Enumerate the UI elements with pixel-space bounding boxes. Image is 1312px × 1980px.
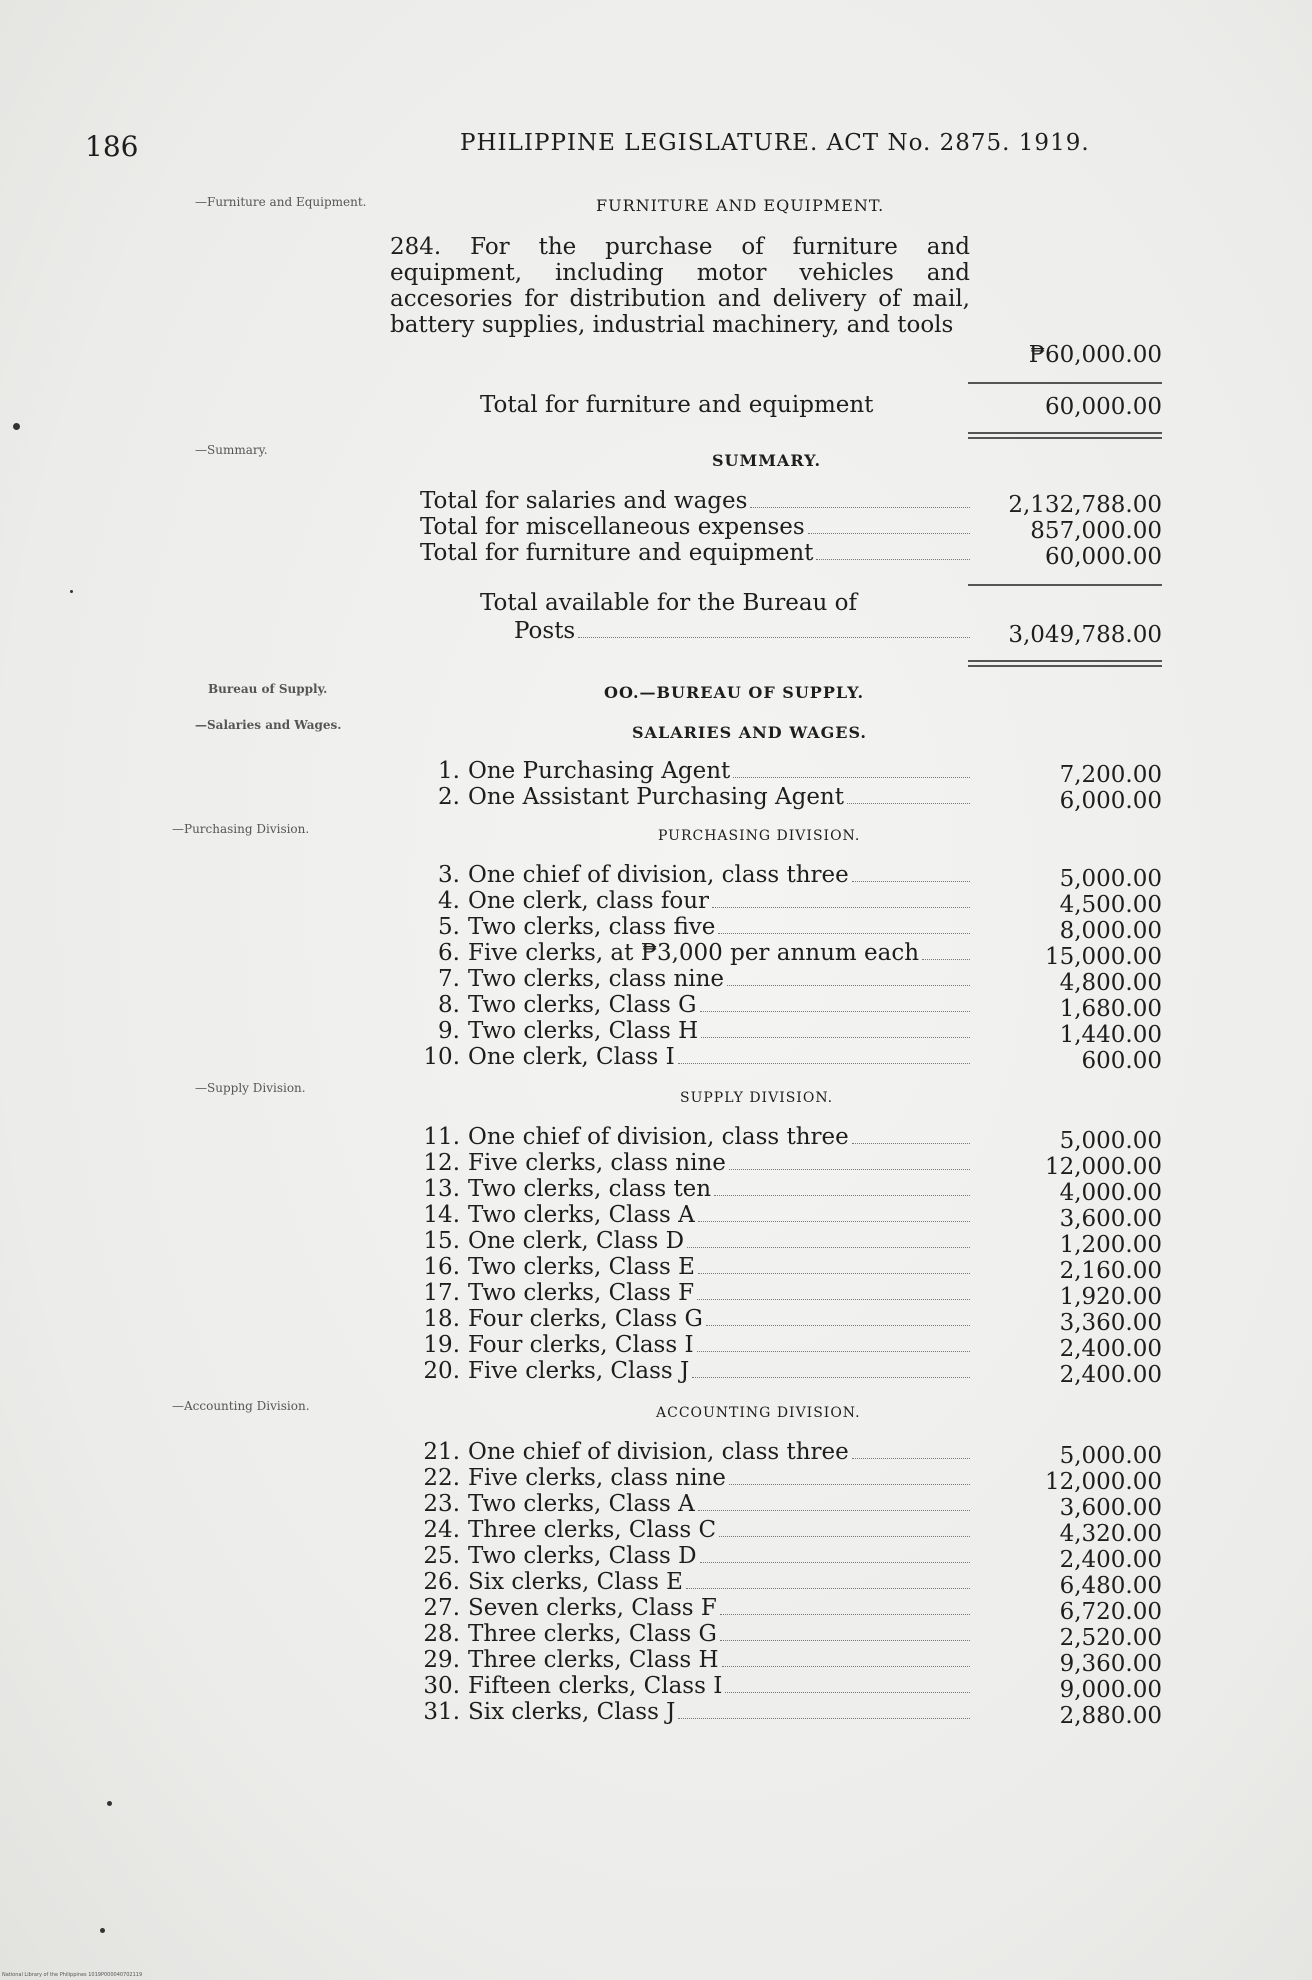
dot-leader bbox=[706, 1325, 970, 1326]
accounting-item bbox=[410, 1439, 970, 1465]
item-number: 22. bbox=[423, 1465, 460, 1491]
supply-item-amount: 4,000.00 bbox=[1059, 1180, 1162, 1206]
accounting-item bbox=[410, 1569, 970, 1595]
accounting-item bbox=[410, 1465, 970, 1491]
item-number: 7. bbox=[438, 966, 460, 992]
dot-leader bbox=[686, 1588, 970, 1589]
item-label: Two clerks, class ten bbox=[468, 1176, 712, 1202]
accounting-item-amount: 2,520.00 bbox=[1059, 1625, 1162, 1651]
item-number: 4. bbox=[438, 888, 460, 914]
item-number: 3. bbox=[438, 862, 460, 888]
item-label: Two clerks, Class E bbox=[468, 1254, 695, 1280]
supply-item bbox=[410, 1306, 970, 1332]
accounting-item-amount: 4,320.00 bbox=[1059, 1521, 1162, 1547]
dot-leader bbox=[697, 1299, 970, 1300]
purchasing-item-amount: 15,000.00 bbox=[1044, 944, 1162, 970]
dot-leader bbox=[852, 1143, 970, 1144]
accounting-item bbox=[410, 1543, 970, 1569]
summary-heading: SUMMARY. bbox=[712, 451, 822, 470]
supply-item bbox=[410, 1228, 970, 1254]
item-label: Five clerks, class nine bbox=[468, 1150, 726, 1176]
supply-item bbox=[410, 1280, 970, 1306]
purchasing-item-amount: 600.00 bbox=[1081, 1048, 1162, 1074]
supply-item-amount: 5,000.00 bbox=[1059, 1128, 1162, 1154]
item-label: Seven clerks, Class F bbox=[468, 1595, 717, 1621]
scan-speck bbox=[70, 590, 73, 593]
dot-leader bbox=[678, 1718, 970, 1719]
accounting-item-amount: 5,000.00 bbox=[1059, 1443, 1162, 1469]
summary-row-amount: 60,000.00 bbox=[1044, 544, 1162, 570]
item-number: 27. bbox=[423, 1595, 460, 1621]
purchasing-item bbox=[410, 966, 970, 992]
item-label: Four clerks, Class G bbox=[468, 1306, 703, 1332]
item-number: 9. bbox=[438, 1018, 460, 1044]
item-label: Two clerks, class nine bbox=[468, 966, 725, 992]
item-label: Two clerks, Class H bbox=[468, 1018, 699, 1044]
accounting-item-amount: 9,360.00 bbox=[1059, 1651, 1162, 1677]
purchasing-heading: PURCHASING DIVISION. bbox=[658, 828, 861, 844]
purchasing-item-amount: 5,000.00 bbox=[1059, 866, 1162, 892]
dot-leader bbox=[719, 1536, 970, 1537]
dot-leader bbox=[852, 881, 970, 882]
accounting-item bbox=[410, 1517, 970, 1543]
supply-item-amount: 2,160.00 bbox=[1059, 1258, 1162, 1284]
supply-item-amount: 1,200.00 bbox=[1059, 1232, 1162, 1258]
margin-note-purchasing: —Purchasing Division. bbox=[172, 822, 310, 836]
accounting-heading: ACCOUNTING DIVISION. bbox=[656, 1405, 861, 1421]
accounting-item-amount: 2,400.00 bbox=[1059, 1547, 1162, 1573]
summary-total-amount: 3,049,788.00 bbox=[1008, 622, 1162, 648]
dot-leader bbox=[733, 777, 970, 778]
dot-leader bbox=[678, 1063, 970, 1064]
bureau-item-amount: 6,000.00 bbox=[1059, 788, 1162, 814]
item-number: 23. bbox=[423, 1491, 460, 1517]
purchasing-item bbox=[410, 862, 970, 888]
rule bbox=[968, 382, 1162, 384]
margin-note-furniture: —Furniture and Equipment. bbox=[195, 195, 367, 209]
supply-item-amount: 3,600.00 bbox=[1059, 1206, 1162, 1232]
item-label: One clerk, Class I bbox=[468, 1044, 675, 1070]
supply-item-amount: 2,400.00 bbox=[1059, 1336, 1162, 1362]
item-number: 19. bbox=[423, 1332, 460, 1358]
summary-total-line1-text: Total available for the Bureau of bbox=[480, 590, 858, 616]
accounting-item-amount: 6,480.00 bbox=[1059, 1573, 1162, 1599]
purchasing-item bbox=[410, 914, 970, 940]
furniture-total-amount: 60,000.00 bbox=[1044, 394, 1162, 420]
summary-row-amount: 2,132,788.00 bbox=[1008, 492, 1162, 518]
bureau-subheading: SALARIES AND WAGES. bbox=[632, 723, 867, 742]
item-number: 30. bbox=[423, 1673, 460, 1699]
item-number: 25. bbox=[423, 1543, 460, 1569]
accounting-item bbox=[410, 1647, 970, 1673]
item-label: One clerk, class four bbox=[468, 888, 710, 914]
purchasing-item-amount: 8,000.00 bbox=[1059, 918, 1162, 944]
purchasing-item-amount: 4,800.00 bbox=[1059, 970, 1162, 996]
purchasing-item bbox=[410, 1018, 970, 1044]
dot-leader bbox=[852, 1458, 970, 1459]
accounting-item-amount: 3,600.00 bbox=[1059, 1495, 1162, 1521]
purchasing-item bbox=[410, 940, 970, 966]
supply-item bbox=[410, 1124, 970, 1150]
dot-leader bbox=[701, 1037, 970, 1038]
item-label: One chief of division, class three bbox=[468, 1124, 849, 1150]
item-label: Two clerks, Class A bbox=[468, 1491, 695, 1517]
dot-leader bbox=[698, 1221, 970, 1222]
item-number: 1. bbox=[438, 758, 460, 784]
margin-note-supply: —Supply Division. bbox=[195, 1081, 306, 1095]
supply-item-amount: 12,000.00 bbox=[1044, 1154, 1162, 1180]
item-number: 5. bbox=[438, 914, 460, 940]
accounting-item-amount: 6,720.00 bbox=[1059, 1599, 1162, 1625]
accounting-item bbox=[410, 1621, 970, 1647]
item-number: 18. bbox=[423, 1306, 460, 1332]
purchasing-item bbox=[410, 888, 970, 914]
furniture-paragraph bbox=[390, 234, 970, 338]
accounting-item bbox=[410, 1491, 970, 1517]
bureau-item bbox=[410, 784, 970, 810]
dot-leader bbox=[729, 1484, 970, 1485]
margin-note-bureau-supply: Bureau of Supply. bbox=[208, 682, 328, 696]
item-label: Five clerks, class nine bbox=[468, 1465, 726, 1491]
dot-leader bbox=[698, 1510, 970, 1511]
rule bbox=[968, 584, 1162, 586]
summary-row-label: Total for salaries and wages bbox=[420, 488, 748, 514]
item-label: One chief of division, class three bbox=[468, 1439, 849, 1465]
margin-note-summary: —Summary. bbox=[195, 443, 268, 457]
item-label: Four clerks, Class I bbox=[468, 1332, 694, 1358]
item-number: 15. bbox=[423, 1228, 460, 1254]
item-label: Two clerks, class five bbox=[468, 914, 716, 940]
item-label: Two clerks, Class D bbox=[468, 1543, 697, 1569]
furniture-paragraph-text: 284. For the purchase of furniture and equipment, including motor vehicles and accesories for distribution and delivery of mail, battery supplies, industrial machinery, and tools bbox=[390, 234, 970, 338]
item-number: 17. bbox=[423, 1280, 460, 1306]
scan-speck bbox=[13, 423, 20, 430]
summary-total-line2-text: Posts bbox=[514, 618, 576, 644]
dot-leader bbox=[718, 933, 970, 934]
dot-leader bbox=[725, 1692, 970, 1693]
accounting-item-amount: 2,880.00 bbox=[1059, 1703, 1162, 1729]
item-label: Three clerks, Class H bbox=[468, 1647, 719, 1673]
dot-leader bbox=[750, 507, 970, 508]
supply-item bbox=[410, 1332, 970, 1358]
dot-leader bbox=[687, 1247, 970, 1248]
dot-leader bbox=[722, 1666, 970, 1667]
item-label: Six clerks, Class E bbox=[468, 1569, 683, 1595]
furniture-paragraph-amount: ₱60,000.00 bbox=[1028, 342, 1162, 368]
summary-row bbox=[420, 488, 970, 514]
summary-total-line1 bbox=[480, 590, 970, 616]
supply-item-amount: 2,400.00 bbox=[1059, 1362, 1162, 1388]
supply-item-amount: 1,920.00 bbox=[1059, 1284, 1162, 1310]
dot-leader bbox=[720, 1614, 970, 1615]
item-label: Two clerks, Class G bbox=[468, 992, 697, 1018]
purchasing-item bbox=[410, 992, 970, 1018]
dot-leader bbox=[712, 907, 970, 908]
item-label: One Assistant Purchasing Agent bbox=[468, 784, 844, 810]
dot-leader bbox=[816, 559, 970, 560]
dot-leader bbox=[700, 1562, 970, 1563]
page-number: 186 bbox=[85, 130, 139, 163]
dot-leader bbox=[847, 803, 970, 804]
item-number: 8. bbox=[438, 992, 460, 1018]
item-number: 20. bbox=[423, 1358, 460, 1384]
item-number: 24. bbox=[423, 1517, 460, 1543]
item-label: Two clerks, Class A bbox=[468, 1202, 695, 1228]
double-rule bbox=[968, 432, 1162, 439]
furniture-total-label: Total for furniture and equipment bbox=[480, 392, 874, 418]
item-number: 12. bbox=[423, 1150, 460, 1176]
dot-leader bbox=[720, 1640, 970, 1641]
supply-heading: SUPPLY DIVISION. bbox=[680, 1090, 834, 1106]
item-number: 28. bbox=[423, 1621, 460, 1647]
bureau-heading: OO.—BUREAU OF SUPPLY. bbox=[604, 683, 865, 702]
bureau-item-amount: 7,200.00 bbox=[1059, 762, 1162, 788]
item-label: Fifteen clerks, Class I bbox=[468, 1673, 723, 1699]
item-label: Six clerks, Class J bbox=[468, 1699, 676, 1725]
supply-item bbox=[410, 1202, 970, 1228]
purchasing-item-amount: 1,440.00 bbox=[1059, 1022, 1162, 1048]
purchasing-item bbox=[410, 1044, 970, 1070]
accounting-item bbox=[410, 1673, 970, 1699]
accounting-item bbox=[410, 1595, 970, 1621]
item-label: Two clerks, Class F bbox=[468, 1280, 695, 1306]
bureau-item bbox=[410, 758, 970, 784]
item-number: 16. bbox=[423, 1254, 460, 1280]
accounting-item-amount: 12,000.00 bbox=[1044, 1469, 1162, 1495]
item-label: One chief of division, class three bbox=[468, 862, 849, 888]
accounting-item-amount: 9,000.00 bbox=[1059, 1677, 1162, 1703]
running-head: PHILIPPINE LEGISLATURE. ACT No. 2875. 1919. bbox=[460, 130, 1090, 156]
item-label: Five clerks, Class J bbox=[468, 1358, 690, 1384]
dot-leader bbox=[808, 533, 970, 534]
supply-item bbox=[410, 1176, 970, 1202]
item-label: Five clerks, at ₱3,000 per annum each bbox=[468, 940, 920, 966]
item-label: One clerk, Class D bbox=[468, 1228, 685, 1254]
dot-leader bbox=[700, 1011, 970, 1012]
dot-leader bbox=[698, 1273, 970, 1274]
scan-speck bbox=[100, 1928, 105, 1933]
margin-note-accounting: —Accounting Division. bbox=[172, 1399, 310, 1413]
item-number: 29. bbox=[423, 1647, 460, 1673]
double-rule bbox=[968, 660, 1162, 667]
item-label: Three clerks, Class C bbox=[468, 1517, 717, 1543]
dot-leader bbox=[727, 985, 970, 986]
dot-leader bbox=[697, 1351, 970, 1352]
supply-item bbox=[410, 1254, 970, 1280]
supply-item-amount: 3,360.00 bbox=[1059, 1310, 1162, 1336]
dot-leader bbox=[729, 1169, 970, 1170]
summary-row-amount: 857,000.00 bbox=[1030, 518, 1162, 544]
summary-row bbox=[420, 514, 970, 540]
item-number: 13. bbox=[423, 1176, 460, 1202]
summary-total-line2 bbox=[440, 618, 970, 644]
accounting-item bbox=[410, 1699, 970, 1725]
dot-leader bbox=[692, 1377, 970, 1378]
supply-item bbox=[410, 1358, 970, 1384]
purchasing-item-amount: 4,500.00 bbox=[1059, 892, 1162, 918]
item-number: 6. bbox=[438, 940, 460, 966]
summary-row bbox=[420, 540, 970, 566]
dot-leader bbox=[922, 959, 970, 960]
item-number: 10. bbox=[423, 1044, 460, 1070]
item-number: 31. bbox=[423, 1699, 460, 1725]
summary-row-label: Total for miscellaneous expenses bbox=[420, 514, 805, 540]
margin-note-salaries: —Salaries and Wages. bbox=[195, 718, 342, 732]
item-number: 11. bbox=[423, 1124, 460, 1150]
dot-leader bbox=[714, 1195, 970, 1196]
footer-credit: National Library of the Philippines 1019P000040702119 bbox=[2, 1972, 143, 1978]
purchasing-item-amount: 1,680.00 bbox=[1059, 996, 1162, 1022]
item-label: Three clerks, Class G bbox=[468, 1621, 717, 1647]
summary-row-label: Total for furniture and equipment bbox=[420, 540, 814, 566]
item-number: 26. bbox=[423, 1569, 460, 1595]
furniture-heading: FURNITURE AND EQUIPMENT. bbox=[596, 196, 885, 215]
supply-item bbox=[410, 1150, 970, 1176]
item-number: 14. bbox=[423, 1202, 460, 1228]
item-label: One Purchasing Agent bbox=[468, 758, 731, 784]
item-number: 21. bbox=[423, 1439, 460, 1465]
item-number: 2. bbox=[438, 784, 460, 810]
scan-speck bbox=[107, 1801, 112, 1806]
